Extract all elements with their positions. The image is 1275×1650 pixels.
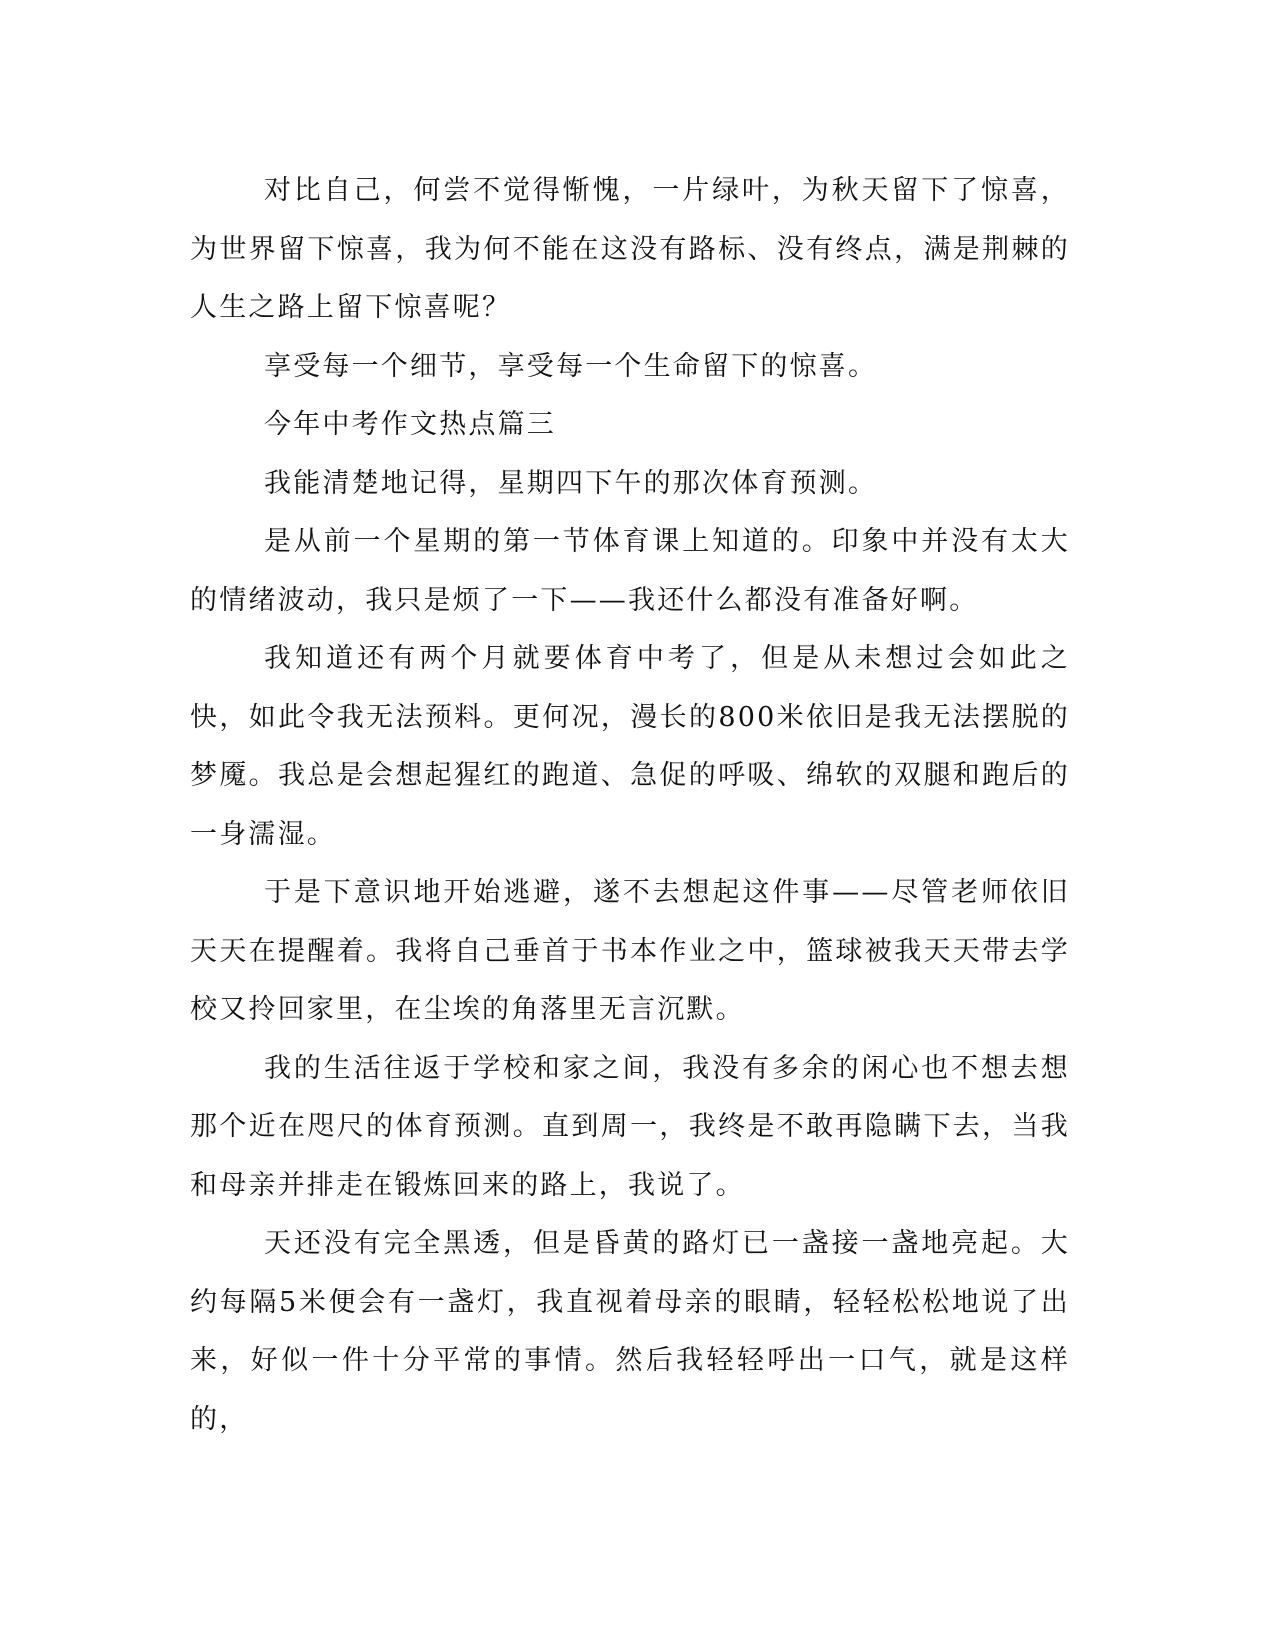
paragraph-1: 对比自己，何尝不觉得惭愧，一片绿叶，为秋天留下了惊喜，为世界留下惊喜，我为何不能在这没有路标、没有终点，满是荆棘的人生之路上留下惊喜呢？ <box>190 175 1070 323</box>
paragraph-7: 我的生活往返于学校和家之间，我没有多余的闲心也不想去想那个近在咫尺的体育预测。直到周一，我终是不敢再隐瞒下去，当我和母亲并排走在锻炼回来的路上，我说了。 <box>190 1052 1070 1201</box>
paragraph-8: 天还没有完全黑透，但是昏黄的路灯已一盏接一盏地亮起。大约每隔5米便会有一盏灯，我直视着母亲的眼睛，轻轻松松地说了出来，好似一件十分平常的事情。然后我轻轻呼出一口气，就是这样的， <box>190 1228 1070 1435</box>
paragraph-4: 是从前一个星期的第一节体育课上知道的。印象中并没有太大的情绪波动，我只是烦了一下——我还什么都没有准备好啊。 <box>190 526 1070 616</box>
document-body <box>190 162 1070 1449</box>
paragraph-5: 我知道还有两个月就要体育中考了，但是从未想过会如此之快，如此令我无法预料。更何况，漫长的800米依旧是我无法摆脱的梦魇。我总是会想起猩红的跑道、急促的呼吸、绵软的双腿和跑后的一身濡湿。 <box>190 643 1070 850</box>
section-heading: 今年中考作文热点篇三 <box>264 409 556 440</box>
paragraph-2: 享受每一个细节，享受每一个生命留下的惊喜。 <box>264 350 878 382</box>
paragraph-3: 我能清楚地记得，星期四下午的那次体育预测。 <box>264 467 878 499</box>
paragraph-6: 于是下意识地开始逃避，遂不去想起这件事——尽管老师依旧天天在提醒着。我将自己垂首于书本作业之中，篮球被我天天带去学校又拎回家里，在尘埃的角落里无言沉默。 <box>190 877 1070 1025</box>
